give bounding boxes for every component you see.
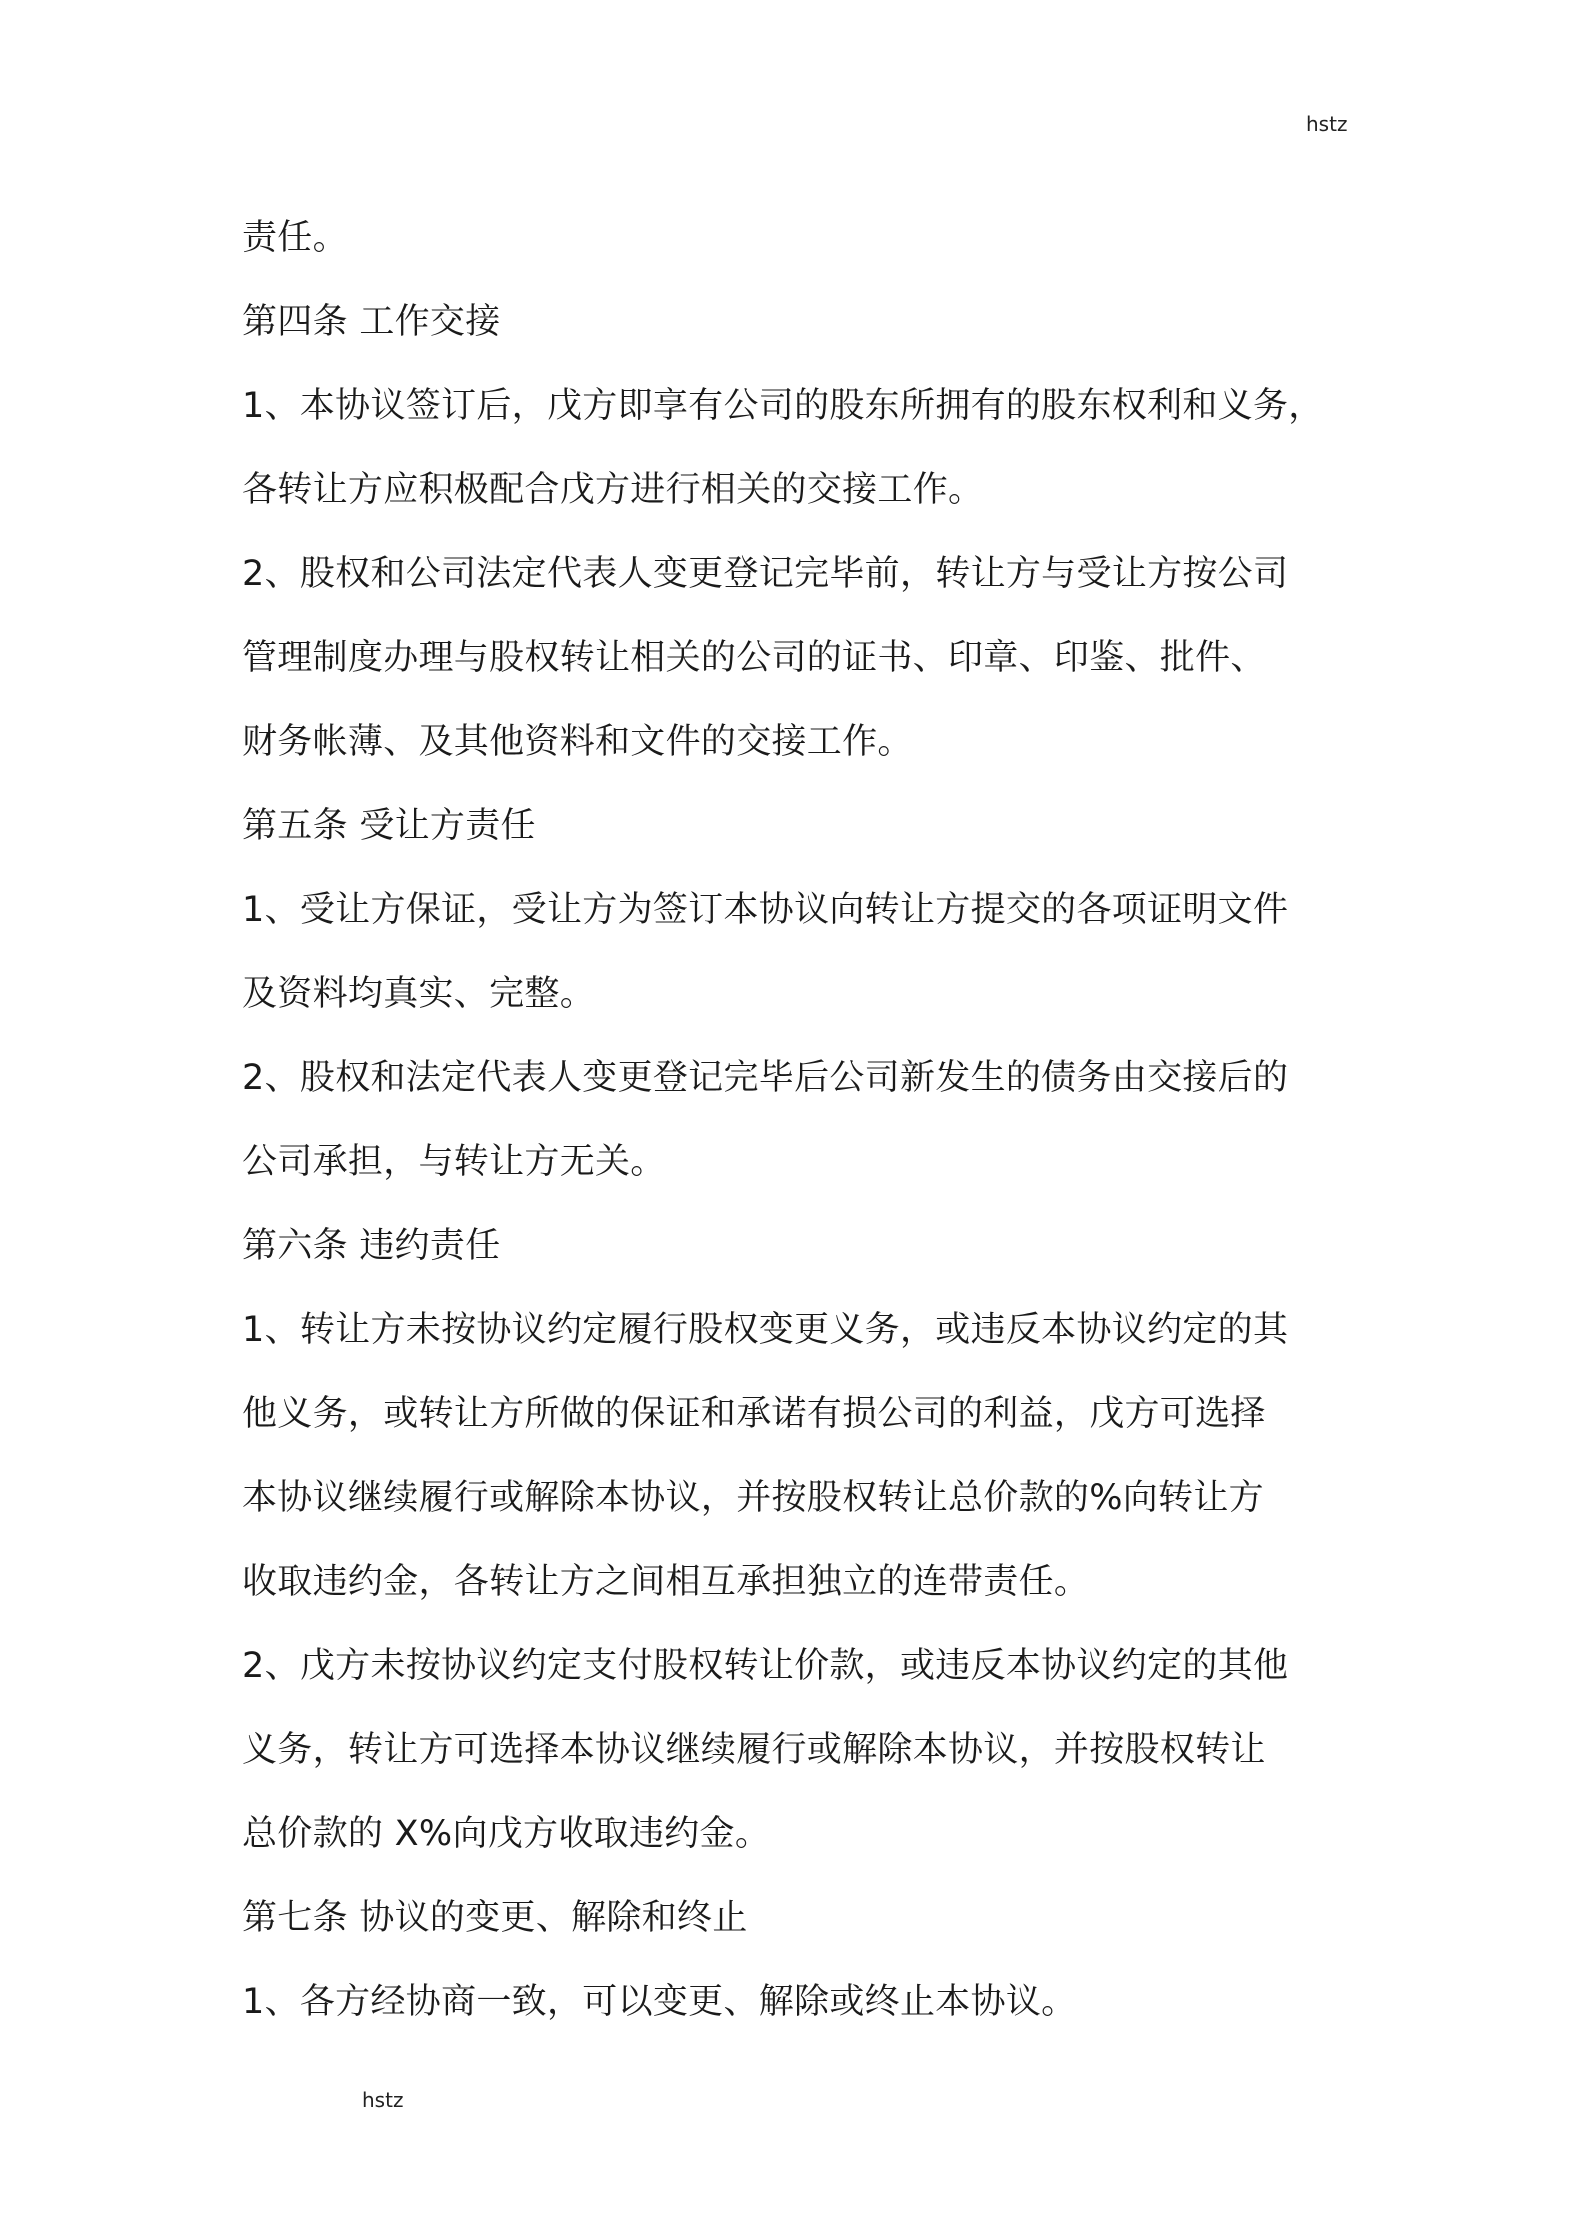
footer-watermark-text: hstz xyxy=(362,2088,404,2112)
text-line: 本协议继续履行或解除本协议，并按股权转让总价款的%向转让方 xyxy=(242,1478,1264,1518)
text-line: 公司承担，与转让方无关。 xyxy=(242,1142,666,1182)
article-heading: 第六条 违约责任 xyxy=(242,1226,501,1266)
header-watermark-text: hstz xyxy=(1306,112,1348,136)
text-line: 管理制度办理与股权转让相关的公司的证书、印章、印鉴、批件、 xyxy=(242,638,1266,678)
article-heading: 第五条 受让方责任 xyxy=(242,806,536,846)
article-heading: 第四条 工作交接 xyxy=(242,302,501,342)
text-line: 财务帐薄、及其他资料和文件的交接工作。 xyxy=(242,722,913,762)
text-line: 他义务，或转让方所做的保证和承诺有损公司的利益，戊方可选择 xyxy=(242,1394,1266,1434)
text-line: 1、各方经协商一致，可以变更、解除或终止本协议。 xyxy=(242,1982,1077,2022)
text-line: 总价款的 X%向戊方收取违约金。 xyxy=(242,1814,771,1854)
text-line: 各转让方应积极配合戊方进行相关的交接工作。 xyxy=(242,470,984,510)
article-heading: 第七条 协议的变更、解除和终止 xyxy=(242,1898,748,1938)
text-line: 1、转让方未按协议约定履行股权变更义务，或违反本协议约定的其 xyxy=(242,1310,1289,1350)
text-line: 及资料均真实、完整。 xyxy=(242,974,596,1014)
document-body xyxy=(242,196,1352,2044)
text-line: 1、受让方保证，受让方为签订本协议向转让方提交的各项证明文件 xyxy=(242,890,1289,930)
text-line: 收取违约金，各转让方之间相互承担独立的连带责任。 xyxy=(242,1562,1090,1602)
text-line: 2、股权和公司法定代表人变更登记完毕前，转让方与受让方按公司 xyxy=(242,554,1289,594)
text-line: 1、本协议签订后，戊方即享有公司的股东所拥有的股东权利和义务， xyxy=(242,386,1324,426)
text-line: 责任。 xyxy=(242,218,348,258)
text-line: 2、戊方未按协议约定支付股权转让价款，或违反本协议约定的其他 xyxy=(242,1646,1289,1686)
text-line: 义务，转让方可选择本协议继续履行或解除本协议，并按股权转让 xyxy=(242,1730,1266,1770)
text-line: 2、股权和法定代表人变更登记完毕后公司新发生的债务由交接后的 xyxy=(242,1058,1289,1098)
